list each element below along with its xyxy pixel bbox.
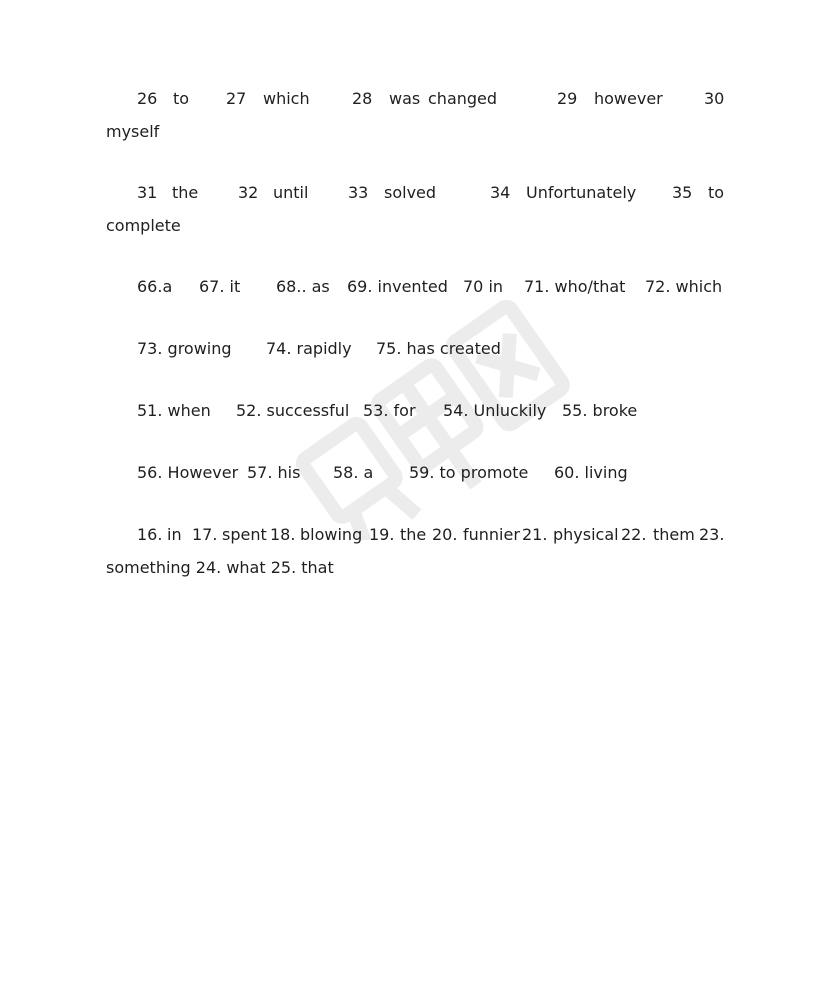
answer-number: 20. [432, 525, 458, 544]
answer-text: them [653, 525, 695, 544]
answer-text: physical [553, 525, 619, 544]
answer-item: 57. his [247, 463, 301, 482]
answer-item: 69. invented [347, 277, 448, 296]
answer-text: which [263, 89, 310, 108]
answer-text: the [172, 183, 199, 202]
answer-text: changed [428, 89, 498, 108]
answer-row-26-30 [137, 82, 724, 115]
answer-text: blowing [300, 525, 363, 544]
answer-number: 30 [704, 89, 725, 108]
answer-text: Unfortunately [526, 183, 637, 202]
answer-text: myself [106, 122, 160, 141]
answer-number: 22. [621, 525, 647, 544]
answer-item: 67. it [199, 277, 241, 296]
answer-item: 66.a [137, 277, 173, 296]
answer-number: 26 [137, 89, 158, 108]
answer-text: until [273, 183, 309, 202]
answer-text: spent [222, 525, 267, 544]
answer-number: 32 [238, 183, 259, 202]
answer-text: solved [384, 183, 437, 202]
answer-item: 70 in [463, 277, 504, 296]
answer-number: 18. [270, 525, 296, 544]
answer-number: 29 [557, 89, 578, 108]
answer-item: 54. Unluckily [443, 401, 547, 420]
answer-number: 34 [490, 183, 511, 202]
answer-item: 71. who/that [524, 277, 626, 296]
answer-text: something 24. what 25. that [106, 558, 334, 577]
answer-item: 68.. as [276, 277, 330, 296]
answer-item: 53. for [363, 401, 416, 420]
answer-row-16-25 [137, 518, 724, 551]
answer-item: 58. a [333, 463, 374, 482]
answer-number: 19. [369, 525, 395, 544]
answer-number: 23. [699, 525, 725, 544]
answer-number: 33 [348, 183, 369, 202]
answer-number: 16. [137, 525, 163, 544]
answer-item: 74. rapidly [266, 339, 352, 358]
answer-number: 28 [352, 89, 373, 108]
answer-number: 17. [192, 525, 218, 544]
answer-item: 73. growing [137, 339, 232, 358]
answer-item: 52. successful [236, 401, 350, 420]
answer-number: 31 [137, 183, 158, 202]
answer-item: 51. when [137, 401, 211, 420]
answer-number: 35 [672, 183, 693, 202]
answer-row-31-35 [137, 176, 724, 209]
answer-text: funnier [463, 525, 520, 544]
answer-text: however [594, 89, 663, 108]
answer-item: 72. which [645, 277, 723, 296]
answer-number: 21. [522, 525, 548, 544]
answer-text: in [167, 525, 182, 544]
answer-text: the [400, 525, 427, 544]
answer-text: to [708, 183, 725, 202]
answer-item: 56. However [137, 463, 239, 482]
answer-number: 27 [226, 89, 247, 108]
answer-item: 60. living [554, 463, 628, 482]
answer-item: 55. broke [562, 401, 638, 420]
answer-item: 59. to promote [409, 463, 529, 482]
answer-text: to [173, 89, 190, 108]
answer-text: was [389, 89, 421, 108]
answer-item: 75. has created [376, 339, 501, 358]
answer-text: complete [106, 216, 181, 235]
